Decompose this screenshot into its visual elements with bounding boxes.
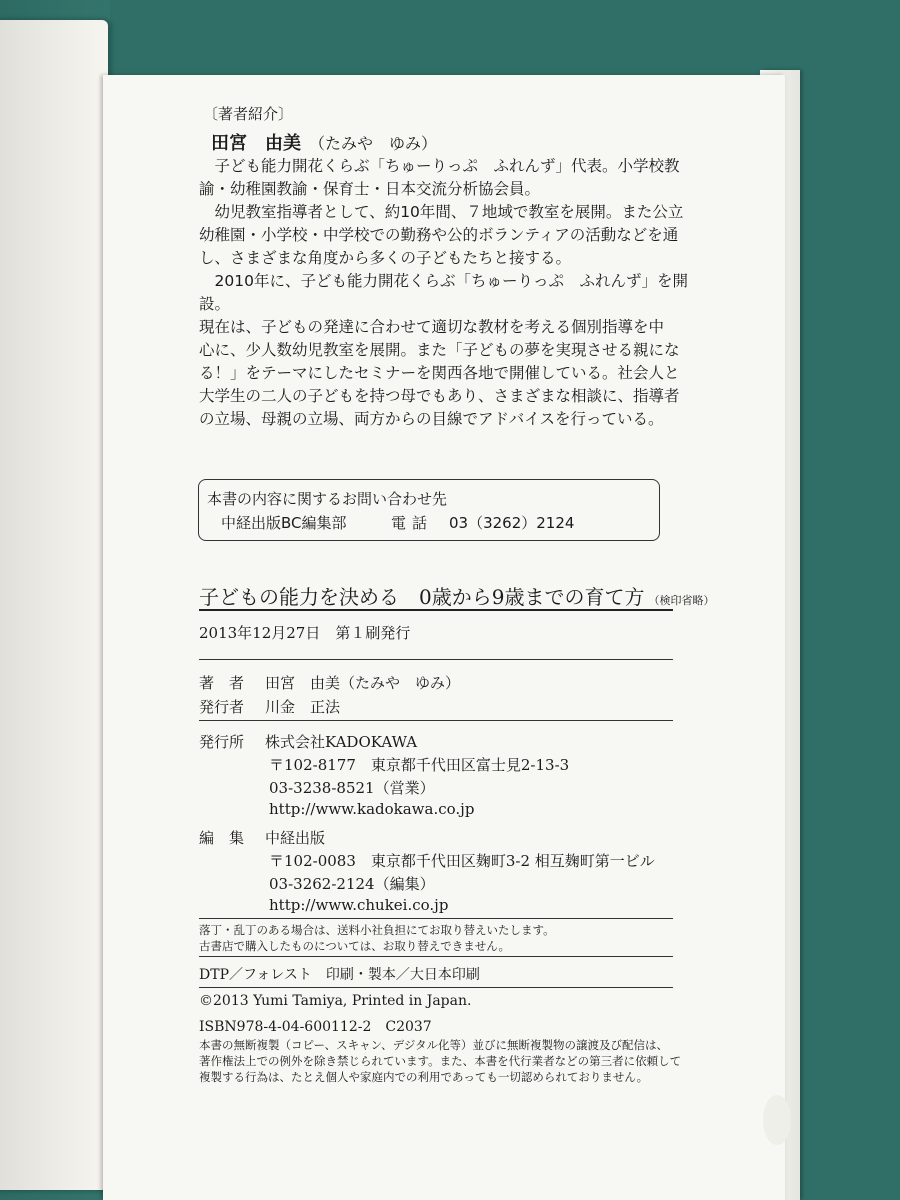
bio-line: 2010年に、子ども能力開花くらぶ「ちゅーりっぷ ふれんず」を開設。 (199, 272, 688, 313)
divider (199, 609, 673, 611)
bio-line: し、さまざまな角度から多くの子どもたちと接する。 (199, 249, 572, 267)
bio-line: の立場、母親の立場、両方からの目線でアドバイスを行っている。 (199, 410, 664, 428)
contact-title: 本書の内容に関するお問い合わせ先 (207, 490, 448, 508)
divider (199, 987, 673, 988)
copyright: ©2013 Yumi Tamiya, Printed in Japan. (199, 993, 472, 1009)
book-title (199, 581, 714, 610)
publisher-label: 発行所 (199, 733, 245, 751)
publisher-address: 〒102-8177 東京都千代田区富士見2-13-3 (269, 756, 570, 774)
colophon-page (103, 75, 785, 1200)
divider (199, 720, 673, 721)
publisher-line (199, 731, 417, 752)
author-line (199, 672, 460, 693)
isbn: ISBN978-4-04-600112-2 C2037 (199, 1019, 432, 1035)
return-note: 落丁・乱丁のある場合は、送料小社負担にてお取り替えいたします。 (199, 923, 555, 937)
divider (199, 659, 673, 660)
editor-address: 〒102-0083 東京都千代田区麹町3-2 相互麹町第一ビル (269, 852, 655, 870)
legal-note: 著作権法上での例外を除き禁じられています。また、本書を代行業者などの第三者に依頼して (199, 1054, 682, 1068)
publisher-person-value: 川金 正法 (265, 698, 341, 716)
bio-line: 心に、少人数幼児教室を展開。また「子どもの夢を実現させる親にな (199, 341, 680, 359)
bio-line: 現在は、子どもの発達に合わせて適切な教材を考える個別指導を中 (199, 318, 665, 336)
divider (199, 956, 673, 957)
contact-phone: 03（3262）2124 (449, 514, 575, 532)
editor-line (199, 827, 325, 848)
author-name (211, 129, 437, 155)
legal-note: 本書の無断複製（コピー、スキャン、デジタル化等）並びに無断複製物の譲渡及び配信は、 (199, 1038, 668, 1052)
divider (199, 918, 673, 919)
editor-label: 編 集 (199, 829, 245, 847)
stamp-note: （検印省略） (648, 594, 715, 607)
editor-phone: 03-3262-2124（編集） (269, 875, 435, 893)
publisher-phone: 03-3238-8521（営業） (269, 779, 435, 797)
author-name-text: 田宮 由美 (211, 133, 301, 154)
bio-line: 諭・幼稚園教諭・保育士・日本交流分析協会員。 (199, 180, 541, 198)
bio-line: 幼稚園・小学校・中学校での勤務や公的ボランティアの活動などを通 (199, 226, 679, 244)
publish-date: 2013年12月27日 第１刷発行 (199, 624, 411, 642)
bio-line: 大学生の二人の子どもを持つ母でもあり、さまざまな相談に、指導者 (199, 387, 680, 405)
editor-url: http://www.chukei.co.jp (269, 896, 449, 914)
editor-value: 中経出版 (265, 829, 326, 847)
contact-phone-label: 電話 (391, 514, 434, 532)
author-intro-heading: 〔著者紹介〕 (203, 105, 294, 123)
contact-box (198, 479, 660, 541)
publisher-url: http://www.kadokawa.co.jp (269, 800, 475, 818)
author-bio (199, 155, 699, 431)
publisher-person-label: 発行者 (199, 698, 245, 716)
publisher-value: 株式会社KADOKAWA (265, 733, 418, 751)
return-note: 古書店で購入したものについては、お取り替えできません。 (199, 939, 510, 953)
contact-department: 中経出版BC編集部 (221, 514, 347, 532)
book-title-text: 子どもの能力を決める 0歳から9歳までの育て方 (199, 585, 645, 609)
legal-note: 複製する行為は、たとえ個人や家庭内での利用であっても一切認められておりません。 (199, 1070, 649, 1084)
author-label: 著 者 (199, 674, 245, 692)
author-value: 田宮 由美（たみや ゆみ） (265, 674, 461, 692)
bio-line: 幼児教室指導者として、約10年間、７地域で教室を展開。また公立 (199, 203, 684, 221)
paper-blemish (763, 1095, 791, 1145)
dtp-print-credits: DTP／フォレスト 印刷・製本／大日本印刷 (199, 967, 480, 983)
left-page-edge (0, 20, 108, 1190)
bio-line: 子ども能力開花くらぶ「ちゅーりっぷ ふれんず」代表。小学校教 (199, 157, 680, 175)
bio-line: る！」をテーマにしたセミナーを関西各地で開催している。社会人と (199, 364, 680, 382)
publisher-person-line (199, 696, 340, 717)
author-name-kana: （たみや ゆみ） (309, 134, 438, 153)
